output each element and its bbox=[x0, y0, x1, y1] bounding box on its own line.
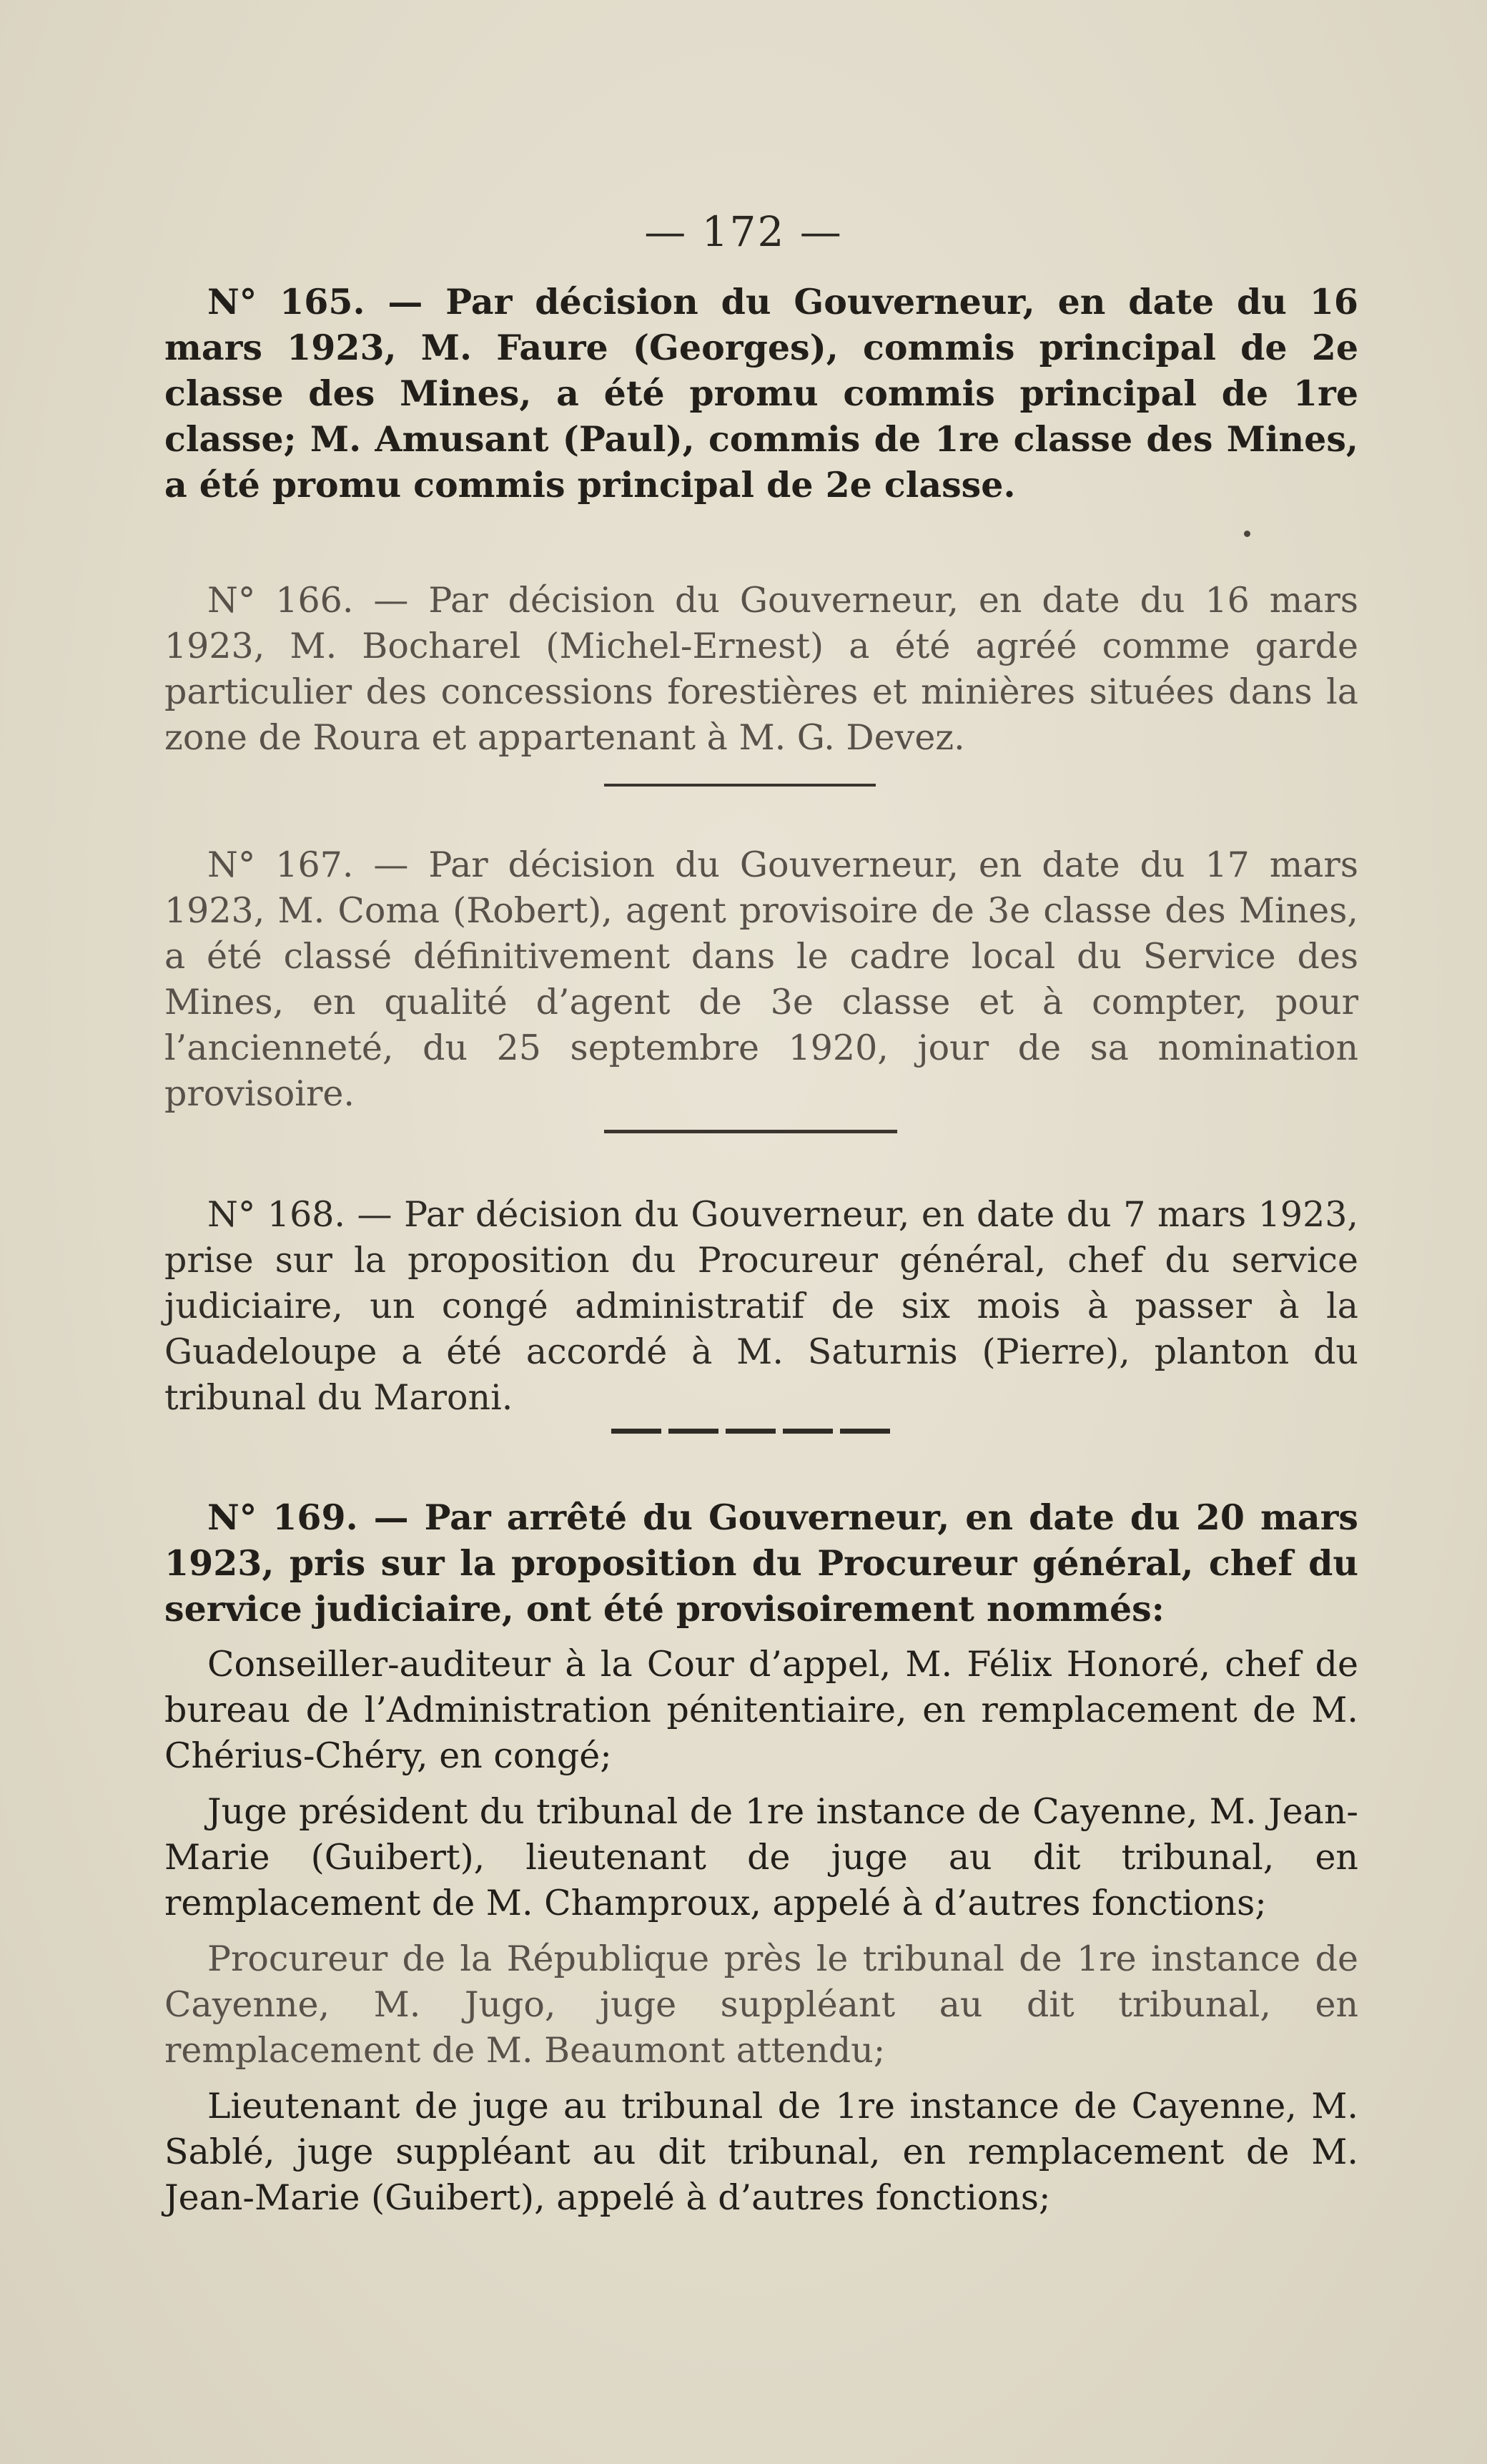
appointment-conseiller: Conseiller-auditeur à la Cour d’appel, M. Félix Honoré, chef de bureau de l’Administration pénitentiaire, en remplacement de M. Chérius-Chéry, en congé; bbox=[164, 1644, 1358, 1776]
entry-168-text: N° 168. — Par décision du Gouverneur, en date du 7 mars 1923, prise sur la proposition du Procureur général, chef du service judiciaire, un congé administratif de six mois à passer à la Guadeloupe a été accordé à M. Saturnis (Pierre), planton du tribunal du Maroni. bbox=[164, 1194, 1358, 1418]
separator-rule bbox=[604, 1130, 897, 1133]
appointment-juge-president: Juge président du tribunal de 1re instance de Cayenne, M. Jean-Marie (Guibert), lieutenant de juge au dit tribunal, en remplacement de M. Champroux, appelé à d’autres fonctions; bbox=[164, 1791, 1358, 1923]
appointment-procureur: Procureur de la République près le tribunal de 1re instance de Cayenne, M. Jugo, juge suppléant au dit tribunal, en remplacement de M. Beaumont attendu; bbox=[164, 1938, 1358, 2071]
entry-165-text: N° 165. — Par décision du Gouverneur, en date du 16 mars 1923, M. Faure (Georges), commis principal de 2e classe des Mines, a été promu commis principal de 1re classe; M. Amusant (Paul), commis de 1re classe des Mines, a été promu commis principal de 2e classe. bbox=[164, 281, 1358, 506]
page-number: — 172 — bbox=[644, 207, 843, 256]
separator-rule bbox=[604, 784, 876, 787]
appointment-lieutenant: Lieutenant de juge au tribunal de 1re instance de Cayenne, M. Sablé, juge suppléant au dit tribunal, en remplacement de M. Jean-Marie (Guibert), appelé à d’autres fonctions; bbox=[164, 2086, 1358, 2218]
entry-169 bbox=[164, 1494, 1358, 2221]
entry-169-text: N° 169. — Par arrêté du Gouverneur, en date du 20 mars 1923, pris sur la proposition du Procureur général, chef du service judiciaire, ont été provisoirement nommés: bbox=[164, 1497, 1358, 1630]
entry-168 bbox=[164, 1192, 1358, 1421]
entry-167 bbox=[164, 842, 1358, 1117]
entry-165 bbox=[164, 279, 1358, 508]
separator-rule bbox=[611, 1429, 897, 1434]
entry-167-text: N° 167. — Par décision du Gouverneur, en date du 17 mars 1923, M. Coma (Robert), agent provisoire de 3e classe des Mines, a été classé définitivement dans le cadre local du Service des Mines, en qualité d’agent de 3e classe et à compter, pour l’ancienneté, du 25 septembre 1920, jour de sa nomination provisoire. bbox=[164, 844, 1358, 1114]
entry-166-text: N° 166. — Par décision du Gouverneur, en date du 16 mars 1923, M. Bocharel (Michel-Ernest) a été agréé comme garde particulier des concessions forestières et minières situées dans la zone de Roura et appartenant à M. G. Devez. bbox=[164, 580, 1358, 758]
ink-speck bbox=[1244, 531, 1250, 537]
entry-166 bbox=[164, 578, 1358, 761]
